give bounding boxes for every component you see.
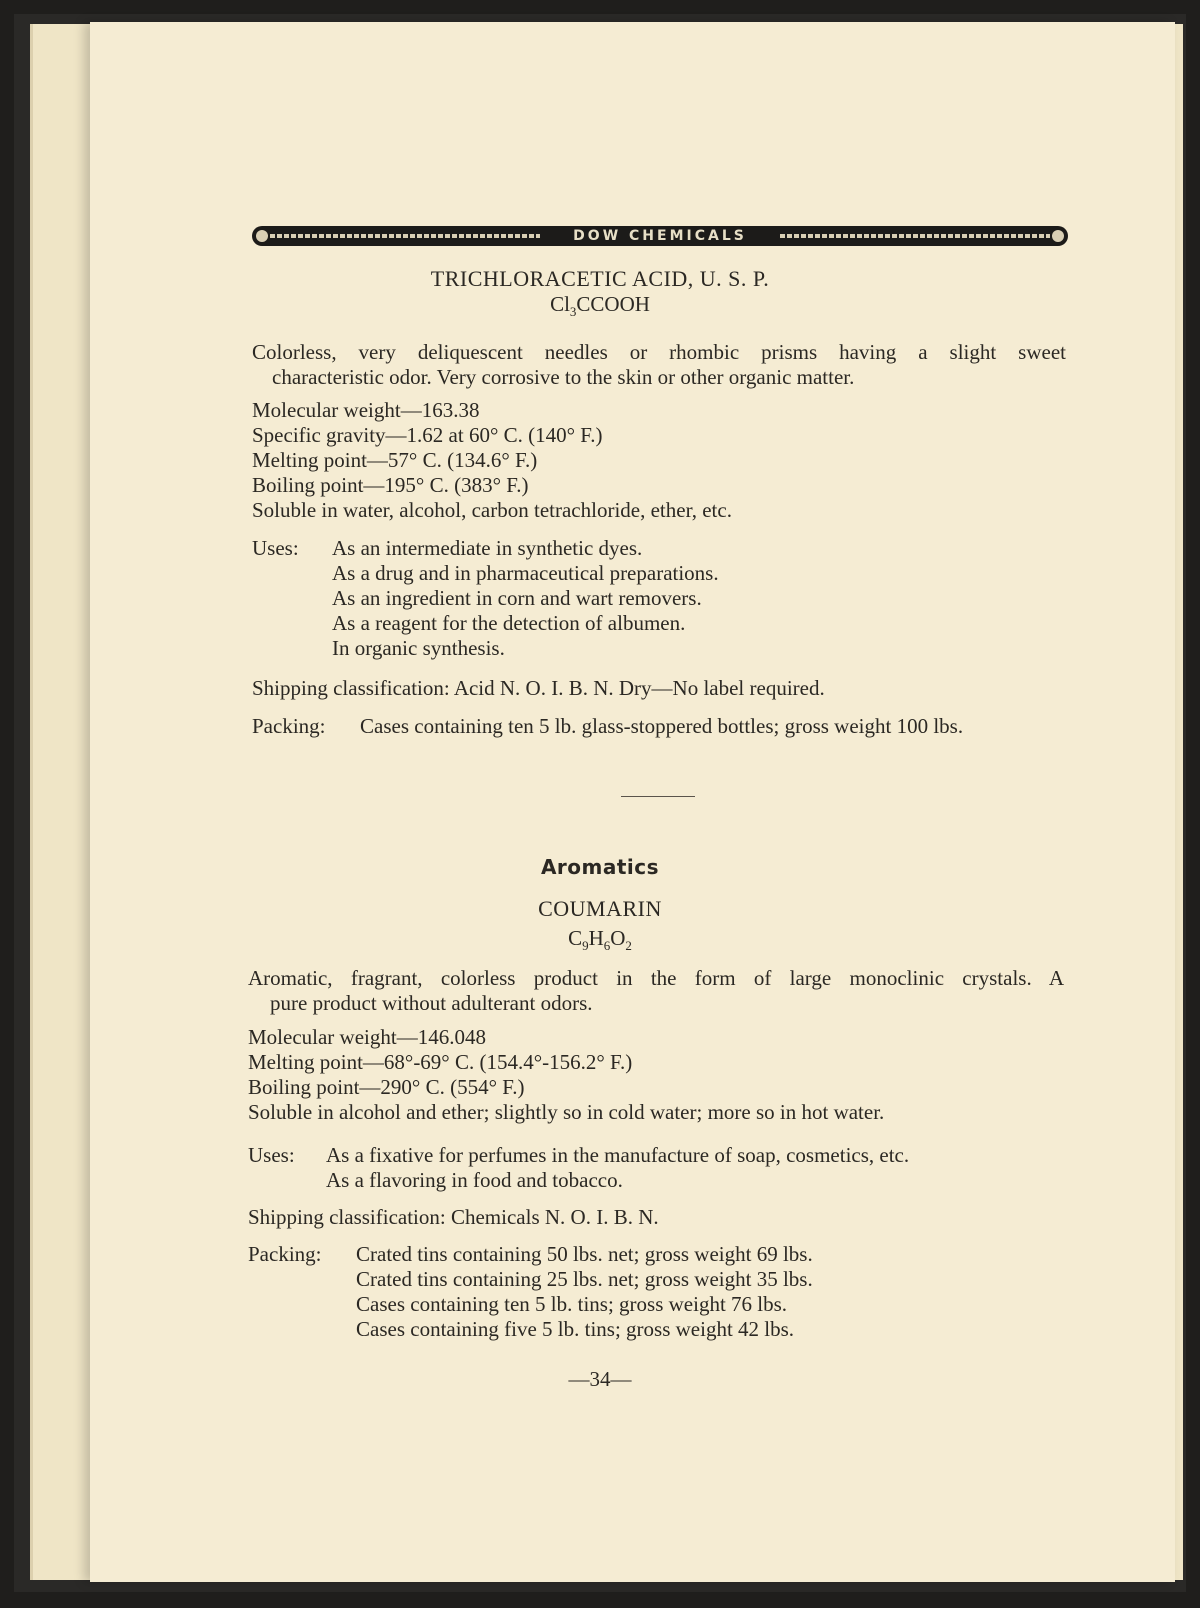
coumarin-boiling-point: Boiling point—290° C. (554° F.) bbox=[248, 1075, 525, 1099]
coumarin-use-item: As a flavoring in food and tobacco. bbox=[326, 1168, 623, 1192]
coumarin-packing-item: Cases containing five 5 lb. tins; gross weight 42 lbs. bbox=[356, 1317, 795, 1341]
coumarin-uses-label: Uses: bbox=[248, 1143, 295, 1167]
coumarin-formula: $C_9H_6O_2$ bbox=[568, 926, 632, 954]
coumarin-molecular-weight: Molecular weight—146.048 bbox=[248, 1025, 486, 1049]
coumarin-packing-label: Packing: bbox=[248, 1242, 322, 1266]
coumarin-packing-item: Cases containing ten 5 lb. tins; gross weight 76 lbs. bbox=[356, 1292, 788, 1316]
coumarin-title: COUMARIN bbox=[538, 896, 662, 921]
tca-uses-label: Uses: bbox=[252, 536, 299, 560]
tca-description-line-2: characteristic odor. Very corrosive to the skin or other organic matter. bbox=[272, 365, 855, 389]
banner-text: DOW CHEMICALS bbox=[565, 228, 755, 244]
coumarin-packing-item: Crated tins containing 50 lbs. net; gross weight 69 lbs. bbox=[356, 1242, 813, 1266]
banner-left-ornament bbox=[256, 230, 268, 242]
tca-packing-label: Packing: bbox=[252, 714, 326, 738]
tca-use-item: As an ingredient in corn and wart removers. bbox=[332, 586, 702, 610]
tca-use-item: As an intermediate in synthetic dyes. bbox=[332, 536, 643, 560]
coumarin-solubility: Soluble in alcohol and ether; slightly so in cold water; more so in hot water. bbox=[248, 1100, 885, 1124]
coumarin-melting-point: Melting point—68°-69° C. (154.4°-156.2° F.) bbox=[248, 1050, 633, 1074]
tca-title: TRICHLORACETIC ACID, U. S. P. bbox=[430, 266, 770, 291]
tca-melting-point: Melting point—57° C. (134.6° F.) bbox=[252, 448, 538, 472]
section-title-aromatics: Aromatics bbox=[540, 855, 660, 879]
tca-shipping-classification: Shipping classification: Acid N. O. I. B. N. Dry—No label required. bbox=[252, 676, 825, 700]
tca-specific-gravity: Specific gravity—1.62 at 60° C. (140° F.) bbox=[252, 423, 603, 447]
banner-right-ornament bbox=[1052, 230, 1064, 242]
tca-molecular-weight: Molecular weight—163.38 bbox=[252, 398, 480, 422]
section-divider bbox=[621, 796, 695, 797]
coumarin-packing-item: Crated tins containing 25 lbs. net; gross weight 35 lbs. bbox=[356, 1267, 813, 1291]
coumarin-use-item: As a fixative for perfumes in the manufacture of soap, cosmetics, etc. bbox=[326, 1143, 910, 1167]
tca-description-line-1: Colorless, very deliquescent needles or rhombic prisms having a slight sweet bbox=[252, 340, 1066, 364]
coumarin-description-line-1: Aromatic, fragrant, colorless product in the form of large monoclinic crystals. A bbox=[248, 966, 1064, 990]
coumarin-description-line-2: pure product without adulterant odors. bbox=[270, 991, 593, 1015]
tca-formula: $Cl_3CCOOH$ bbox=[550, 292, 650, 320]
tca-use-item: In organic synthesis. bbox=[332, 636, 505, 660]
tca-boiling-point: Boiling point—195° C. (383° F.) bbox=[252, 473, 529, 497]
coumarin-shipping-classification: Shipping classification: Chemicals N. O. I. B. N. bbox=[248, 1205, 659, 1229]
tca-solubility: Soluble in water, alcohol, carbon tetrachloride, ether, etc. bbox=[252, 498, 732, 522]
tca-packing: Cases containing ten 5 lb. glass-stoppered bottles; gross weight 100 lbs. bbox=[360, 714, 964, 738]
page-number: —34— bbox=[568, 1367, 632, 1391]
tca-use-item: As a drug and in pharmaceutical preparations. bbox=[332, 561, 719, 585]
header-banner bbox=[252, 226, 1068, 246]
tca-use-item: As a reagent for the detection of albumen. bbox=[332, 611, 686, 635]
page bbox=[90, 22, 1175, 1582]
